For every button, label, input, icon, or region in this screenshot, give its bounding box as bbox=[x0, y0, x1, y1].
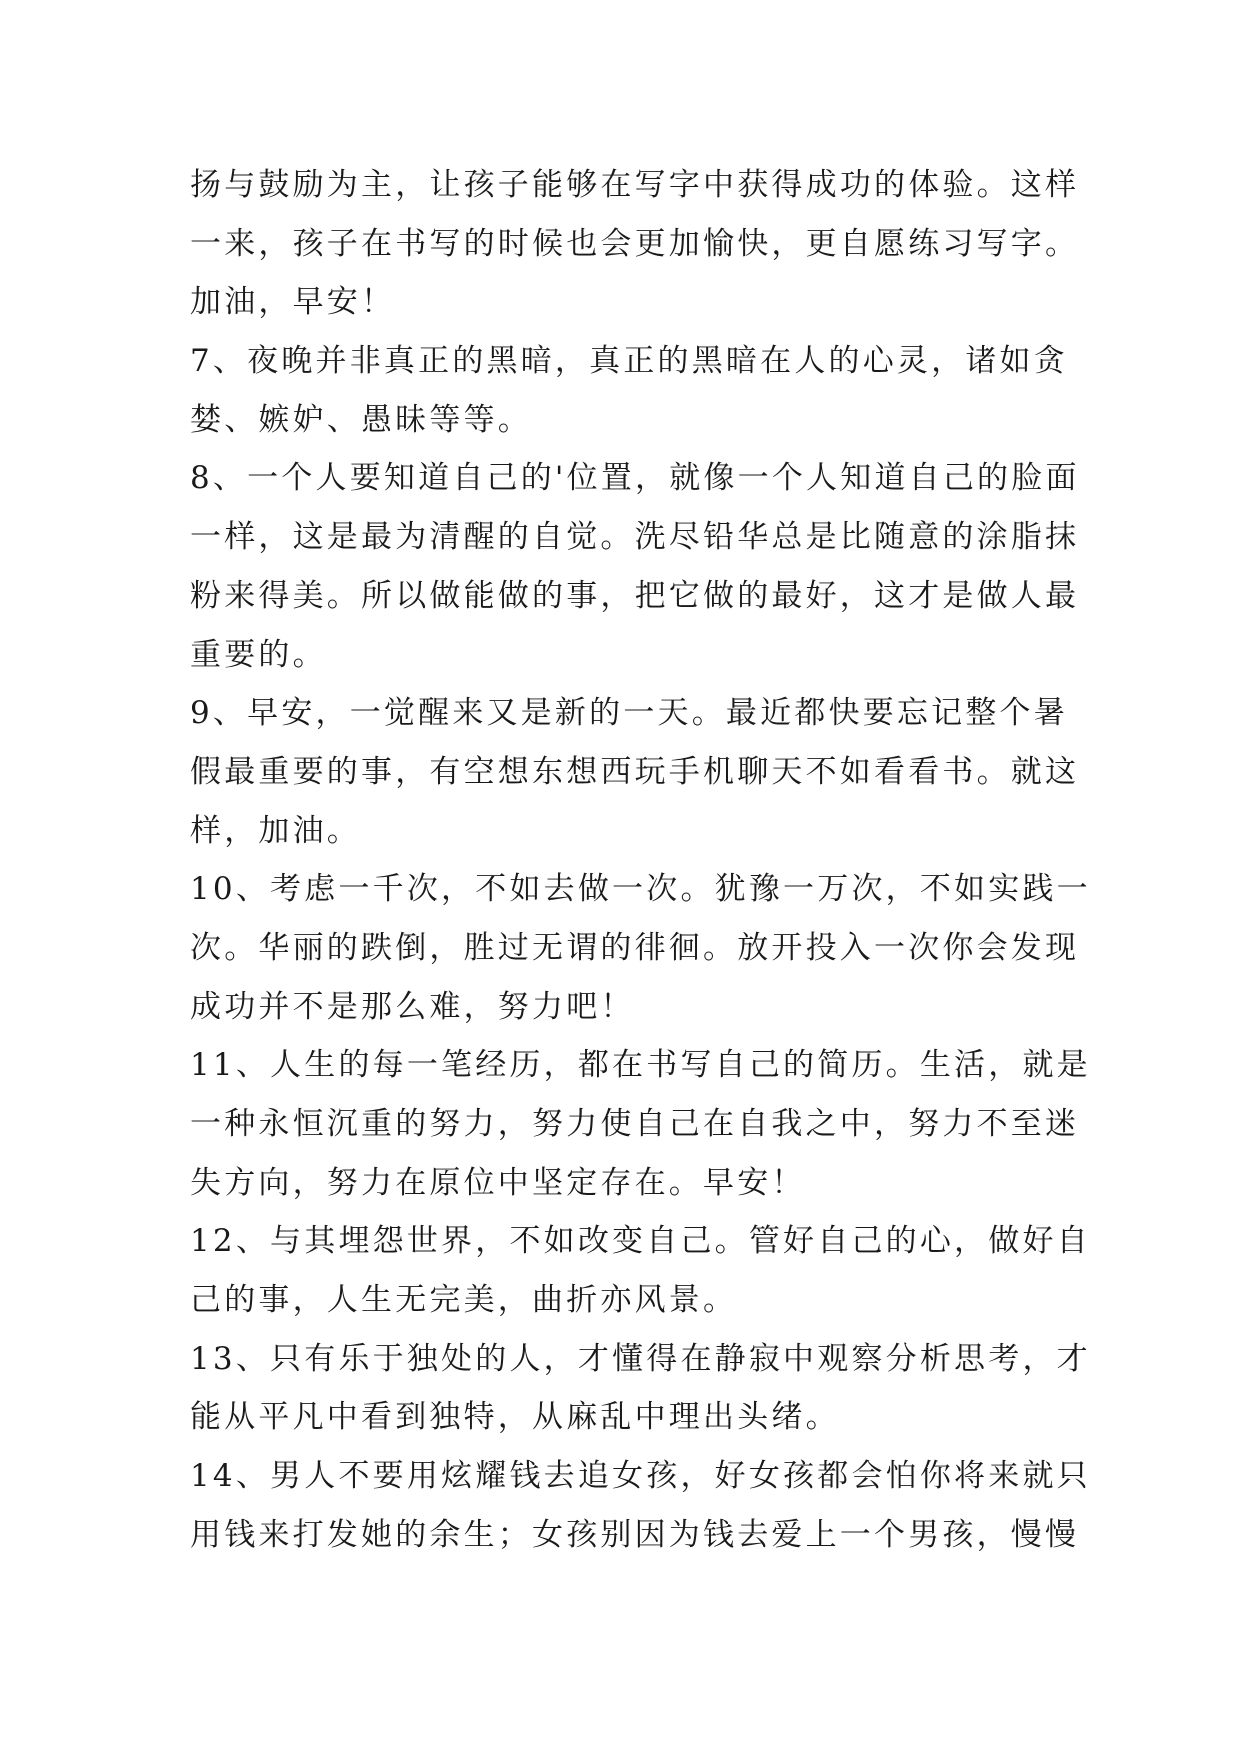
text-line: 失方向，努力在原位中坚定存在。早安！ bbox=[190, 1164, 806, 1201]
text-line: 加油，早安！ bbox=[190, 284, 396, 321]
text-line: 样，加油。 bbox=[190, 812, 361, 849]
text-line: 婪、嫉妒、愚昧等等。 bbox=[190, 401, 532, 438]
text-line: 11、人生的每一笔经历，都在书写自己的简历。生活，就是 bbox=[190, 1047, 1091, 1084]
text-line: 一种永恒沉重的努力，努力使自己在自我之中，努力不至迷 bbox=[190, 1106, 1080, 1142]
text-line: 己的事，人生无完美，曲折亦风景。 bbox=[190, 1282, 738, 1319]
text-line: 次。华丽的跌倒，胜过无谓的徘徊。放开投入一次你会发现 bbox=[190, 929, 1080, 966]
text-line: 7、夜晚并非真正的黑暗，真正的黑暗在人的心灵，诸如贪 bbox=[190, 343, 1068, 380]
text-line: 13、只有乐于独处的人，才懂得在静寂中观察分析思考，才 bbox=[190, 1340, 1091, 1377]
text-line: 10、考虑一千次，不如去做一次。犹豫一万次，不如实践一 bbox=[190, 871, 1091, 908]
text-line: 成功并不是那么难，努力吧！ bbox=[190, 988, 635, 1025]
text-line: 8、一个人要知道自己的'位置，就像一个人知道自己的脸面 bbox=[190, 460, 1080, 497]
text-line: 假最重要的事，有空想东想西玩手机聊天不如看看书。就这 bbox=[190, 753, 1080, 790]
text-line: 能从平凡中看到独特，从麻乱中理出头绪。 bbox=[190, 1399, 840, 1436]
text-line: 9、早安，一觉醒来又是新的一天。最近都快要忘记整个暑 bbox=[190, 695, 1068, 732]
text-line: 扬与鼓励为主，让孩子能够在写字中获得成功的体验。这样 bbox=[190, 167, 1080, 203]
text-line: 12、与其埋怨世界，不如改变自己。管好自己的心，做好自 bbox=[190, 1223, 1091, 1260]
text-line: 用钱来打发她的余生；女孩别因为钱去爱上一个男孩，慢慢 bbox=[190, 1516, 1080, 1553]
text-line: 一来，孩子在书写的时候也会更加愉快，更自愿练习写字。 bbox=[190, 225, 1080, 262]
text-line: 14、男人不要用炫耀钱去追女孩，好女孩都会怕你将来就只 bbox=[190, 1458, 1091, 1495]
document-body bbox=[190, 156, 1091, 1565]
text-line: 重要的。 bbox=[190, 636, 327, 673]
text-line: 一样，这是最为清醒的自觉。洗尽铅华总是比随意的涂脂抹 bbox=[190, 519, 1080, 556]
text-line: 粉来得美。所以做能做的事，把它做的最好，这才是做人最 bbox=[190, 577, 1080, 614]
